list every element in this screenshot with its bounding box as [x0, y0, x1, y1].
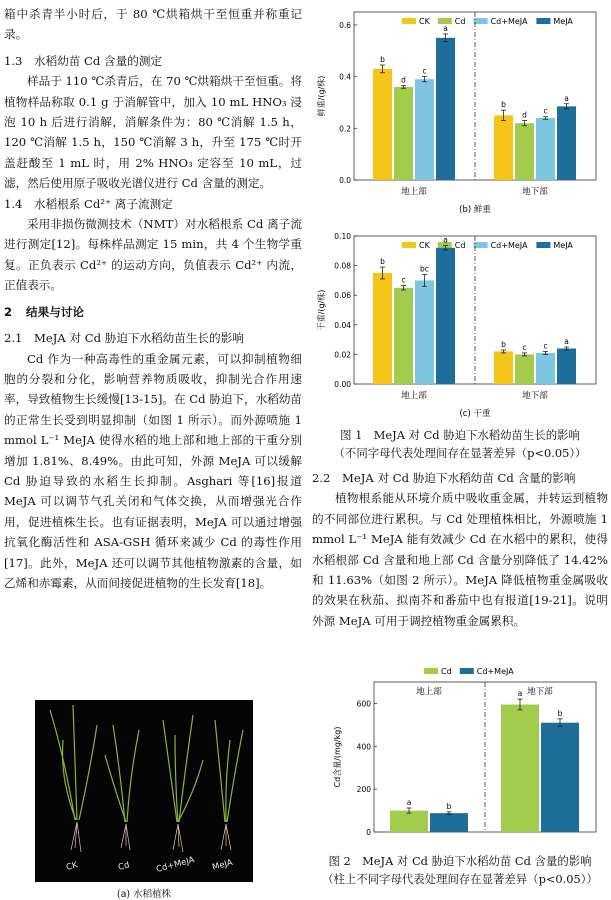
bar-cd	[501, 705, 539, 833]
section-title: 结果与讨论	[26, 304, 84, 319]
paragraph-cd-content-method: 样品于 110 ℃杀青后，在 70 ℃烘箱烘干至恒重。将植物样品称取 0.1 g 于消解管中，加入 10 mL HNO₃ 浸泡 10 h 后进行消解，消解条件为：80 ℃消解 1.5 h，120 ℃消解 1.5 h，150 ℃消解 3 h，升至 175 ℃时开盖赶酸至 1 mL 时，用 2% HNO₃ 定容至 10 mL，过滤，然后使用原子吸收光谱仪进行 Cd 含量的测定。	[4, 74, 302, 191]
legend-swatch	[402, 242, 416, 248]
paragraph-cd-accumulation: 植物根系能从环境介质中吸收重金属，并转运到植物的不同部位进行累积。与 Cd 处理植株相比，外源喷施 1 mmol L⁻¹ MeJA 能有效减少 Cd 在水稻中的累积，使得水稻根部 Cd 含量和地上部 Cd 含量分别降低了 14.42% 和 11.63%（如图 2 所示）。MeJA 降低植物重金属吸收的效果在秋茄、拟南芥和番茄中也有报道[19-21]。说明外源 MeJA 可用于调控植物重金属累积。	[312, 491, 608, 628]
dry-caption: (c) 干重	[459, 409, 491, 419]
y-tick-label: 0.4	[339, 72, 351, 82]
dry-group-2: 地下部	[522, 391, 548, 401]
figure-2-caption	[312, 852, 608, 888]
section-2-heading	[4, 302, 302, 322]
bar-meja	[557, 348, 576, 384]
fresh-group-1: 地上部	[401, 187, 427, 197]
bar-cd-meja	[415, 280, 434, 384]
significance-letter: a	[564, 93, 569, 103]
bar-cd	[515, 354, 534, 384]
legend-swatch	[536, 18, 550, 24]
significance-letter: a	[517, 689, 523, 699]
y-tick-label: 0.02	[334, 350, 351, 360]
section-title: 水稻幼苗 Cd 含量的测定	[34, 53, 163, 68]
f2-group-1: 地上部	[416, 687, 442, 697]
legend-label: Cd	[454, 241, 466, 250]
y-tick-label: 0.6	[339, 20, 351, 30]
significance-letter: b	[557, 708, 563, 718]
paragraph-cd-toxicity: Cd 作为一种高毒性的重金属元素，可以抑制植物细胞的分裂和分化，影响营养物质吸收，抑制光合作用速率，导致植物生长缓慢[13-15]。在 Cd 胁迫下，水稻幼苗的正常生长受到明显抑制（如图 1 所示）。而外源喷施 1 mmol L⁻¹ MeJA 使得水稻的地上部和地上部的干重分别增加 1.81%、8.49%。由此可知，外源 MeJA 可以缓解 Cd 胁迫导致的水稻生长抑制。Asghari 等[16]报道 MeJA 可以调节气孔关闭和气体交换，从而增强光合作用，促进植株生长。也有证据表明，MeJA 可以通过增强抗氧化酶活性和 ASA-GSH 循环来减少 Cd 的毒性作用[17]。此外，MeJA 还可以调节其他植物激素的含量，如乙烯和赤霉素，从而间接促进植物的生长发育[18]。	[4, 351, 303, 590]
section-1-3-heading	[4, 51, 302, 71]
significance-letter: c	[522, 342, 527, 352]
bar-meja	[557, 106, 576, 180]
photo-label-cd: Cd	[117, 860, 131, 873]
bar-ck	[373, 273, 392, 384]
photo-label-cd-meja: Cd+MeJA	[155, 855, 196, 875]
significance-letter: b	[501, 100, 506, 110]
legend-swatch	[460, 668, 474, 674]
rice-plant-drawing	[35, 700, 253, 882]
significance-letter: c	[422, 66, 427, 76]
paragraph-nmt-method: 采用非损伤微测技术（NMT）对水稻根系 Cd 离子流进行测定[12]。每株样品测定 15 min，共 4 个生物学重复。正负表示 Cd²⁺ 的运动方向，负值表示 Cd²⁺ 内流，正值表示。	[4, 217, 302, 293]
significance-letter: b	[380, 54, 385, 64]
dry-ylabel: 干重/(g/株)	[317, 289, 326, 331]
photo-label-meja: MeJA	[211, 857, 234, 873]
bar-ck	[494, 115, 513, 180]
photo-caption: (a) 水稻植株	[116, 889, 172, 900]
figure-1-caption-line-2: （不同字母代表处理间存在显著差异（p<0.05））	[333, 446, 587, 460]
bar-cd	[394, 288, 413, 384]
f2-group-2: 地下部	[527, 687, 553, 697]
fresh-ylabel: 鲜重/(g/株)	[317, 75, 326, 117]
significance-letter: c	[543, 341, 548, 351]
section-number: 2.1	[4, 331, 23, 346]
legend-label: Cd	[441, 667, 452, 676]
bar-cd	[515, 123, 534, 180]
bar-cd	[394, 87, 413, 180]
significance-letter: bc	[420, 264, 429, 274]
y-tick-label: 400	[356, 742, 371, 752]
bar-meja	[436, 38, 455, 180]
section-2-2	[312, 468, 608, 631]
section-2-2-heading	[312, 468, 608, 488]
figure-1-caption	[312, 426, 608, 462]
fresh-weight-chart	[316, 12, 596, 215]
figure-2-caption-line-2: （柱上不同字母代表处理间存在显著差异（p<0.05））	[322, 872, 598, 886]
dry-group-1: 地上部	[401, 391, 427, 401]
rice-plant-photo	[35, 700, 253, 882]
y-tick-label: 0.2	[339, 124, 351, 134]
y-tick-label: 0.06	[334, 291, 351, 301]
legend-label: Cd+MeJA	[476, 667, 514, 676]
section-1-4-heading	[4, 194, 302, 214]
legend-label: CK	[419, 17, 430, 26]
y-tick-label: 600	[356, 699, 371, 709]
legend-label: MeJA	[553, 241, 573, 250]
section-title: MeJA 对 Cd 胁迫下水稻幼苗生长的影响	[34, 331, 244, 346]
photo-label-ck: CK	[65, 860, 79, 873]
legend-label: CK	[419, 241, 430, 250]
section-number: 2	[4, 304, 13, 319]
legend-swatch	[474, 18, 488, 24]
paragraph-drying: 箱中杀青半小时后，于 80 ℃烘箱烘干至恒重并称重记录。	[4, 7, 302, 42]
y-tick-label: 0.08	[334, 261, 351, 271]
section-2-1-heading	[4, 328, 302, 348]
figure-2	[312, 660, 608, 846]
bar-meja	[436, 248, 455, 384]
y-tick-label: 0.0	[339, 176, 351, 185]
y-tick-label: 0	[366, 828, 371, 837]
bar-cd-meja	[536, 353, 555, 384]
bar-cd-meja	[415, 79, 434, 180]
bar-cd-meja	[536, 118, 555, 180]
fresh-caption: (b) 鲜重	[459, 205, 491, 215]
significance-letter: a	[443, 235, 448, 245]
bar-cd	[390, 811, 428, 832]
figure-1	[312, 0, 608, 424]
significance-letter: a	[443, 23, 448, 33]
bar-cd-meja	[430, 813, 468, 832]
bar-cd-meja	[541, 723, 579, 832]
significance-letter: d	[401, 75, 406, 85]
significance-letter: a	[406, 798, 412, 807]
legend-swatch	[402, 18, 416, 24]
fresh-group-2: 地下部	[522, 187, 548, 197]
significance-letter: c	[543, 106, 548, 116]
significance-letter: b	[501, 339, 506, 349]
section-number: 2.2	[312, 471, 331, 485]
legend-label: Cd+MeJA	[490, 241, 528, 250]
dry-weight-chart	[316, 232, 596, 419]
left-column	[4, 0, 302, 593]
f2-ylabel: Cd含量/(mg/kg)	[333, 726, 342, 788]
significance-letter: c	[401, 275, 406, 285]
significance-letter: d	[522, 110, 527, 120]
bar-ck	[373, 69, 392, 180]
legend-label: Cd	[454, 17, 466, 26]
figure-2-caption-line-1: 图 2 MeJA 对 Cd 胁迫下水稻幼苗 Cd 含量的影响	[328, 854, 592, 868]
section-title: 水稻根系 Cd²⁺ 离子流测定	[34, 196, 173, 211]
legend-label: Cd+MeJA	[490, 17, 528, 26]
y-tick-label: 0.04	[334, 320, 351, 330]
legend-label: MeJA	[553, 17, 573, 26]
y-tick-label: 200	[356, 785, 371, 795]
figure-1-caption-line-1: 图 1 MeJA 对 Cd 胁迫下水稻幼苗生长的影响	[340, 428, 580, 442]
legend-swatch	[424, 668, 438, 674]
section-title: MeJA 对 Cd 胁迫下水稻幼苗 Cd 含量的影响	[342, 471, 576, 485]
significance-letter: b	[380, 257, 385, 267]
legend-swatch	[536, 242, 550, 248]
significance-letter: b	[446, 801, 452, 811]
legend-swatch	[474, 242, 488, 248]
section-number: 1.4	[4, 196, 23, 211]
section-number: 1.3	[4, 53, 23, 68]
y-tick-label: 0.10	[334, 232, 351, 241]
significance-letter: a	[564, 337, 569, 346]
y-tick-label: 0.00	[334, 380, 351, 389]
bar-ck	[494, 351, 513, 384]
